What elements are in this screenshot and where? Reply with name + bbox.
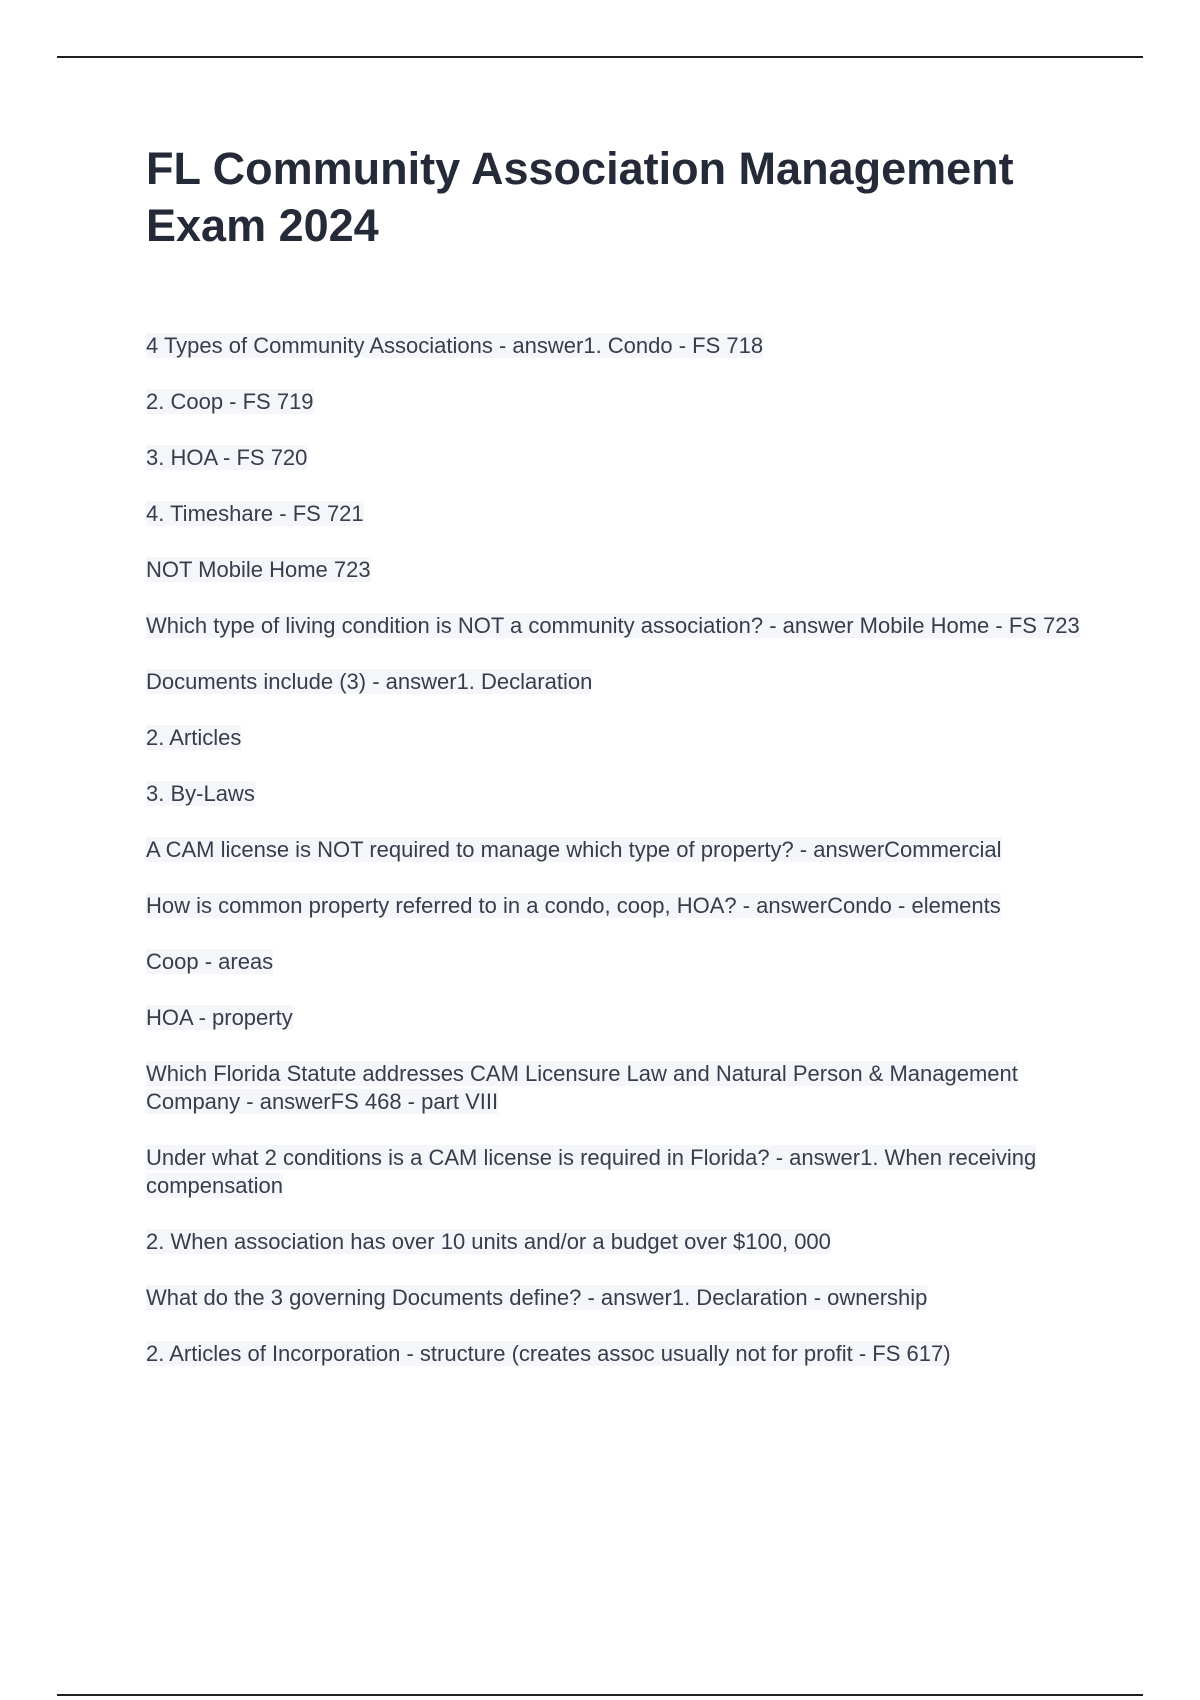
page-title: FL Community Association Management Exam 2024 [146,143,1014,251]
qa-line: A CAM license is NOT required to manage which type of property? - answerCommercial [146,837,1002,862]
qa-line: HOA - property [146,1005,293,1030]
qa-line: Which type of living condition is NOT a community association? - answer Mobile Home - FS 723 [146,613,1080,638]
qa-line: 2. Articles [146,725,242,750]
qa-list [146,332,1106,1368]
qa-line: How is common property referred to in a condo, coop, HOA? - answerCondo - elements [146,893,1001,918]
qa-line: Coop - areas [146,949,274,974]
qa-line: Documents include (3) - answer1. Declaration [146,669,593,694]
qa-line: 4 Types of Community Associations - answer1. Condo - FS 718 [146,333,764,358]
bottom-rule [57,1694,1143,1696]
qa-line: 2. When association has over 10 units and/or a budget over $100, 000 [146,1229,831,1254]
qa-line: NOT Mobile Home 723 [146,557,371,582]
qa-line: Under what 2 conditions is a CAM license is required in Florida? - answer1. When receiving compensation [146,1145,1037,1198]
qa-line: What do the 3 governing Documents define? - answer1. Declaration - ownership [146,1285,928,1310]
top-rule [57,56,1143,58]
qa-line: 2. Articles of Incorporation - structure (creates assoc usually not for profit - FS 617) [146,1341,951,1366]
qa-line: 2. Coop - FS 719 [146,389,314,414]
qa-line: 4. Timeshare - FS 721 [146,501,364,526]
qa-line: Which Florida Statute addresses CAM Licensure Law and Natural Person & Management Company - answerFS 468 - part VIII [146,1061,1018,1114]
document-body [146,140,1106,1396]
qa-line: 3. By-Laws [146,781,255,806]
qa-line: 3. HOA - FS 720 [146,445,308,470]
